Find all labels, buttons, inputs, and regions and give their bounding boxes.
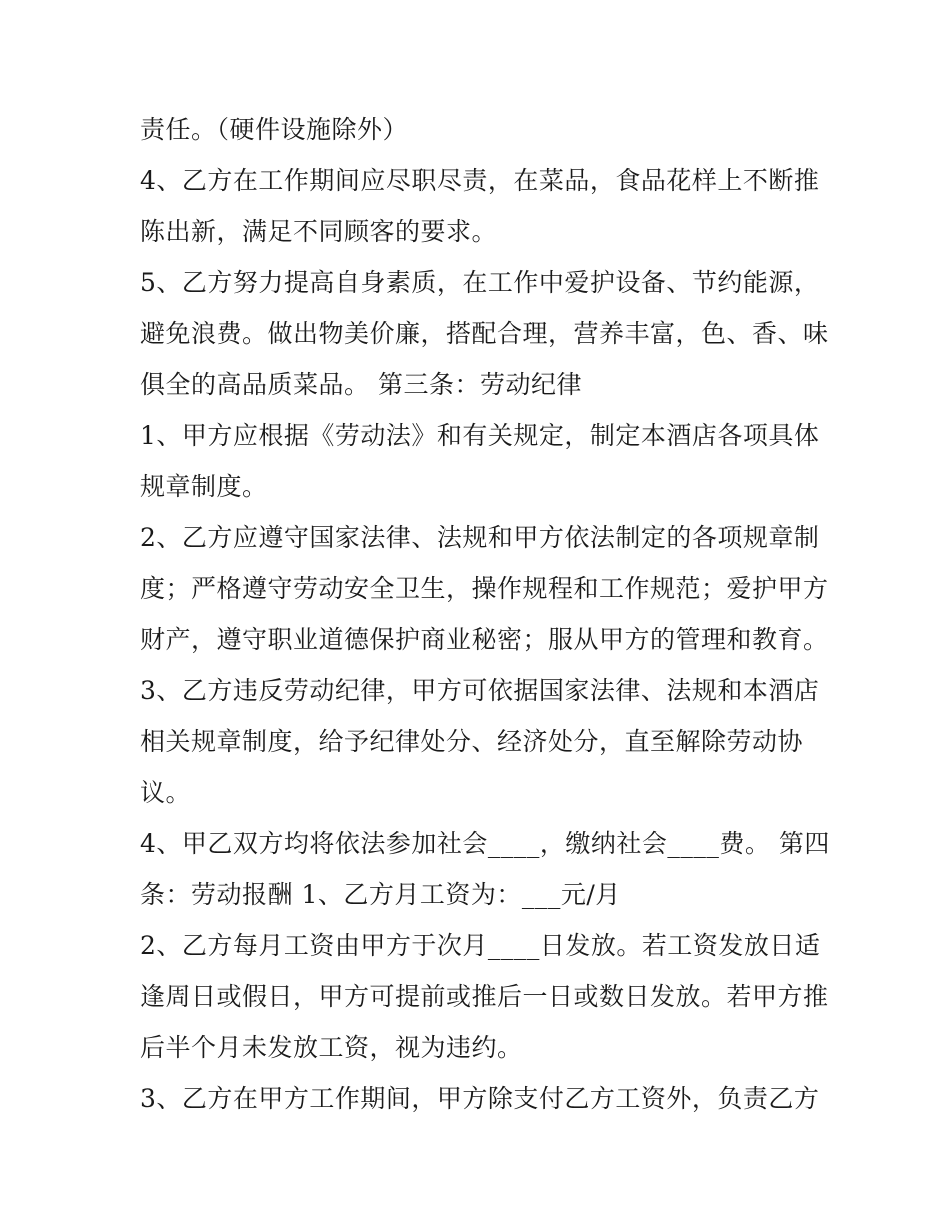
document-body xyxy=(140,104,830,1124)
text-line: 相关规章制度，给予纪律处分、经济处分，直至解除劳动协 xyxy=(140,727,804,756)
text-line: 2、乙方应遵守国家法律、法规和甲方依法制定的各项规章制 xyxy=(140,523,820,552)
text-line: 2、乙方每月工资由甲方于次月____日发放。若工资发放日适 xyxy=(140,931,821,960)
text-line: 4、甲乙双方均将依法参加社会____，缴纳社会____费。 第四 xyxy=(140,829,830,858)
text-line: 避免浪费。做出物美价廉，搭配合理，营养丰富，色、香、味 xyxy=(140,319,829,348)
text-line: 5、乙方努力提高自身素质，在工作中爱护设备、节约能源， xyxy=(140,268,820,297)
text-line: 逢周日或假日，甲方可提前或推后一日或数日发放。若甲方推 xyxy=(140,982,829,1011)
text-line: 3、乙方违反劳动纪律，甲方可依据国家法律、法规和本酒店 xyxy=(140,676,820,705)
text-line: 4、乙方在工作期间应尽职尽责，在菜品，食品花样上不断推 xyxy=(140,166,820,195)
text-line: 财产，遵守职业道德保护商业秘密；服从甲方的管理和教育。 xyxy=(140,625,829,654)
text-line: 议。 xyxy=(140,778,192,807)
text-line: 度；严格遵守劳动安全卫生，操作规程和工作规范；爱护甲方 xyxy=(140,574,829,603)
text-line: 规章制度。 xyxy=(140,472,268,501)
text-line: 俱全的高品质菜品。 第三条：劳动纪律 xyxy=(140,370,582,399)
text-line: 1、甲方应根据《劳动法》和有关规定，制定本酒店各项具体 xyxy=(140,421,820,450)
text-line: 陈出新，满足不同顾客的要求。 xyxy=(140,217,498,246)
text-line: 后半个月未发放工资，视为违约。 xyxy=(140,1033,523,1062)
text-line: 条：劳动报酬 1、乙方月工资为：___元/月 xyxy=(140,880,621,909)
text-line: 3、乙方在甲方工作期间，甲方除支付乙方工资外，负责乙方 xyxy=(140,1084,820,1113)
text-line: 责任。（硬件设施除外） xyxy=(140,115,409,144)
